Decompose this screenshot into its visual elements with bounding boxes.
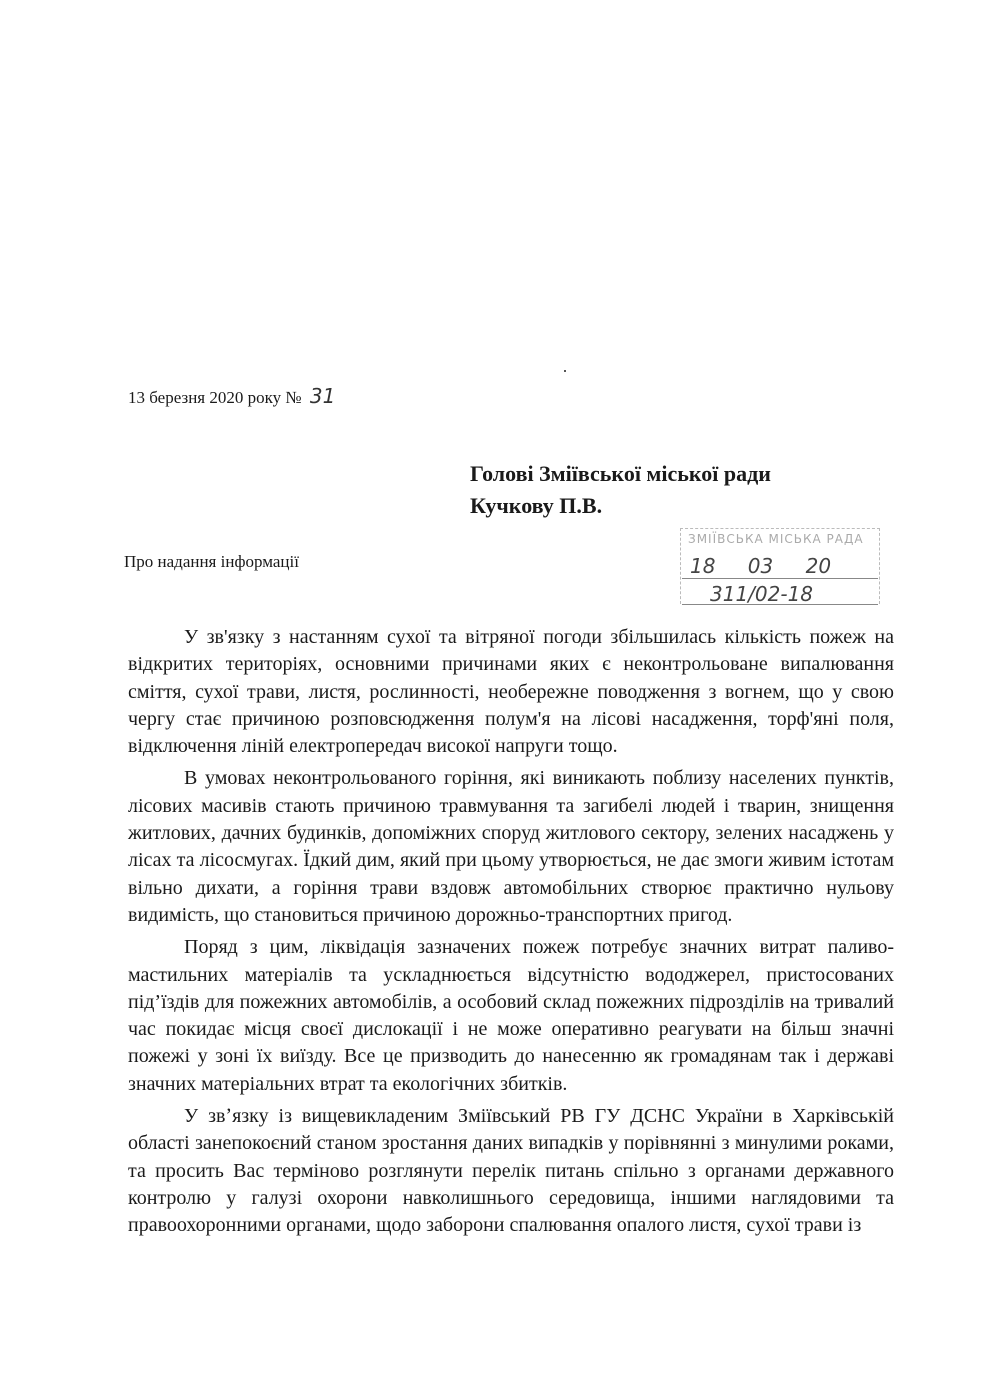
addressee-block xyxy=(470,458,771,522)
stamp-underline-number xyxy=(682,604,878,605)
body-paragraph-3: Поряд з цим, ліквідація зазначених пожеж потребує значних витрат паливо-мастильних матеріалів та ускладнюється відсутністю вододжерел, пристосованих під’їздів для пожежних автомобілів, а особовий склад пожежних підрозділів на тривалий час покидає місця своєї дислокації і не може оперативно реагувати на більш значні пожежі у зоні їх виїзду. Все це призводить до нанесенню як громадянам так і державі значних матеріальних втрат та екологічних збитків. xyxy=(128,936,894,1095)
registration-stamp xyxy=(680,528,880,608)
stamp-date: 18 03 20 xyxy=(690,554,832,578)
addressee-name: Кучкову П.В. xyxy=(470,493,603,518)
body-paragraph-2: В умовах неконтрольованого горіння, які виникають поблизу населених пунктів, лісових масивів стають причиною травмування та загибелі людей і тварин, знищення житлових, дачних будинків, допоміжних споруд житлового сектору, зелених насаджень у лісах та лісосмугах. Їдкий дим, який при цьому утворюється, не дає змоги живим істотам вільно дихати, а горіння трави вздовж автомобільних створює практично нульову видимість, що становиться причиною дорожньо-транспортних пригод. xyxy=(128,767,894,926)
document-date-line xyxy=(128,384,335,408)
scan-speck xyxy=(564,370,566,372)
stamp-frame-right xyxy=(879,528,880,604)
document-date: 13 березня 2020 року № xyxy=(128,388,302,407)
stamp-organization: ЗМІЇВСЬКА МІСЬКА РАДА xyxy=(688,532,864,546)
document-subject: Про надання інформації xyxy=(124,552,299,571)
body-paragraph-4: У звʼязку із вищевикладеним Зміївський РВ ГУ ДСНС України в Харківській області занепокоєний станом зростання даних випадків у порівнянні з минулими роками, та просить Вас терміново розглянути перелік питань спільно з органами державного контролю у галузі охорони навколишнього середовища, іншими наглядовими та правоохоронними органами, щодо заборони спалювання опалого листя, сухої трави із xyxy=(128,1105,894,1237)
addressee-position: Голові Зміївської міської ради xyxy=(470,461,771,486)
stamp-underline-date xyxy=(682,578,878,579)
body-paragraph-1: У зв'язку з настанням сухої та вітряної погоди збільшилась кількість пожеж на відкритих територіях, основними причинами яких є неконтрольоване випалювання сміття, сухої трави, листя, рослинності, необережне поводження з вогнем, що у свою чергу стає причиною розповсюдження полум'я на лісові насадження, торф'яні поля, відключення ліній електропередач високої напруги тощо. xyxy=(128,626,894,758)
letter-body xyxy=(128,624,894,1245)
handwritten-document-number: 31 xyxy=(309,384,336,408)
stamp-registration-number: 311/02-18 xyxy=(710,582,814,606)
stamp-frame-left xyxy=(680,528,681,604)
stamp-frame-top xyxy=(680,528,880,529)
